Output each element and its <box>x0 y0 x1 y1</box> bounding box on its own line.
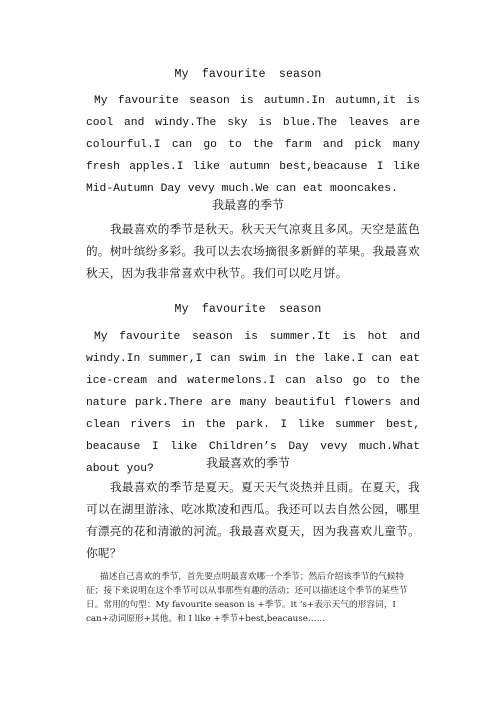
section2-chinese-title: 我最喜欢的季节 <box>205 456 290 470</box>
section2-english-paragraph: My favourite season is summer.It is hot and windy.In summer,I can swim in the lake.I can eat ice-cream and watermelons.I can also go to the nature park.There are many beautiful flowers and clean rivers in the park. I like summer best, beacause I like Children’s Day vevy much.What about you? <box>86 331 420 475</box>
section1-title: My favourite season <box>174 68 322 81</box>
section2-chinese-paragraph: 我最喜欢的季节是夏天。夏天天气炎热并且雨。在夏天，我可以在湖里游泳、吃冰欺凌和西瓜。我还可以去自然公园，哪里有漂亮的花和清澈的河流。我最喜欢夏天，因为我喜欢儿童节。你呢？ <box>86 480 420 560</box>
section2-title: My favourite season <box>174 303 322 316</box>
section1-chinese-title: 我最喜的季节 <box>211 198 284 212</box>
writing-tips-note: 描述自己喜欢的季节，首先要点明最喜欢哪一个季节；然后介绍该季节的气候特征；接下来说明在这个季节可以从事那些有趣的活动；还可以描述这个季节的某些节日。常用的句型：My favourite season is +季节。it ’s+表示天气的形容词，I can+动词原形+其他。和 I like +季节+best,beacause…… <box>86 572 408 624</box>
section1-english-paragraph: My favourite season is autumn.In autumn,it is cool and windy.The sky is blue.The leaves are colourful.I can go to the farm and pick many fresh apples.I like autumn best,beacause I like Mid-Autumn Day vevy much.We can eat mooncakes. <box>86 95 420 195</box>
section1-chinese-paragraph: 我最喜欢的季节是秋天。秋天天气凉爽且多风。天空是蓝色的。树叶缤纷多彩。我可以去农场摘很多新鲜的苹果。我最喜欢秋天，因为我非常喜欢中秋节。我们可以吃月饼。 <box>86 222 420 280</box>
